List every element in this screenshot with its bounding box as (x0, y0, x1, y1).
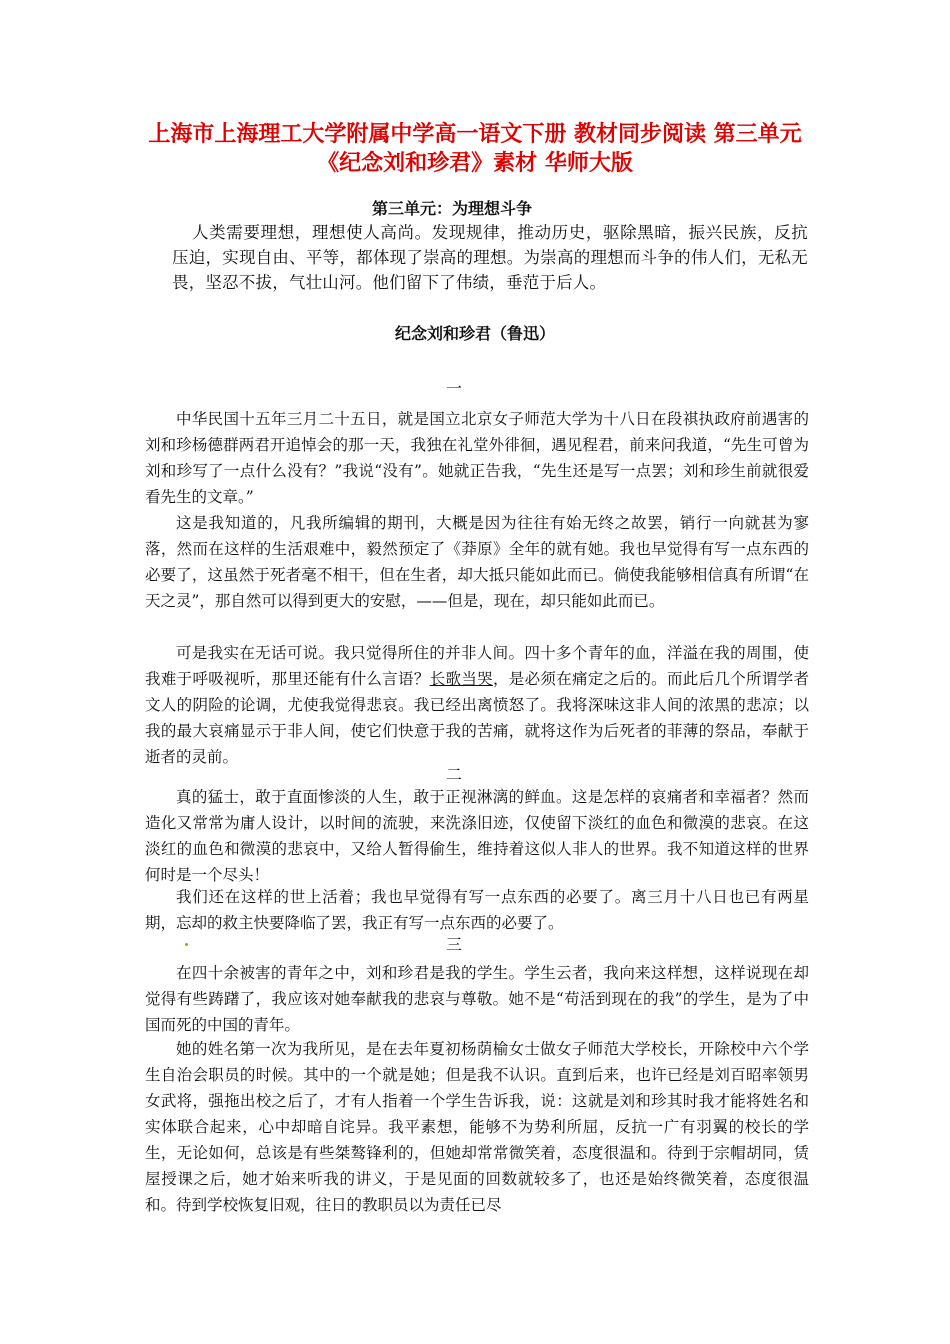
section-three-heading: 三 (445, 935, 462, 954)
paragraph-2: 这是我知道的，凡我所编辑的期刊，大概是因为往往有始无终之故罢，销行一向就甚为寥落，然而在这样的生活艰难中，毅然预定了《莽原》全年的就有她。我也早觉得有写一点东西的必要了，这虽然于死者毫不相干，但在生者，却大抵只能如此而已。倘使我能够相信真有所谓“在天之灵”，那自然可以得到更大的安慰，——但是，现在，却只能如此而已。 (145, 514, 809, 610)
essay-title: 纪念刘和珍君（鲁迅） (394, 324, 555, 343)
paragraph-3 (145, 640, 809, 770)
section-one-heading: 一 (445, 379, 462, 398)
unit-title: 第三单元：为理想斗争 (372, 199, 533, 218)
unit-intro: 人类需要理想，理想使人高尚。发现规律，推动历史，驱除黑暗，振兴民族，反抗压迫，实现自由、平等，都体现了崇高的理想。为崇高的理想而斗争的伟人们，无私无畏，坚忍不拔，气壮山河。他们留下了伟绩，垂范于后人。 (172, 223, 808, 292)
paragraph-3-part-1: 可是我实在无话可说。我只觉得所住的并非人间。四十多个青年的血，洋溢在我的周围，使我难于呼吸视听，那里还能有什么言语？ (145, 644, 809, 688)
paragraph-1: 中华民国十五年三月二十五日，就是国立北京女子师范大学为十八日在段祺执政府前遇害的刘和珍杨德群两君开追悼会的那一天，我独在礼堂外徘徊，遇见程君，前来问我道，“先生可曾为刘和珍写了一点什么没有？”我说“没有”。她就正告我，“先生还是写一点罢；刘和珍生前就很爱看先生的文章。” (145, 410, 809, 506)
section-two-heading: 二 (445, 765, 462, 784)
paragraph-5: 我们还在这样的世上活着；我也早觉得有写一点东西的必要了。离三月十八日也已有两星期，忘却的救主快要降临了罢，我正有写一点东西的必要了。 (145, 888, 809, 932)
paragraph-4: 真的猛士，敢于直面惨淡的人生，敢于正视淋漓的鲜血。这是怎样的哀痛者和幸福者？然而造化又常常为庸人设计，以时间的流驶，来洗涤旧迹，仅使留下淡红的血色和微漠的悲哀。在这淡红的血色和微漠的悲哀中，又给人暂得偷生，维持着这似人非人的世界。我不知道这样的世界何时是一个尽头！ (145, 788, 809, 884)
underlined-phrase: 长歌当哭 (429, 670, 493, 688)
paragraph-6: 在四十余被害的青年之中，刘和珍君是我的学生。学生云者，我向来这样想，这样说现在却觉得有些踌躇了，我应该对她奉献我的悲哀与尊敬。她不是“苟活到现在的我”的学生，是为了中国而死的中国的青年。 (145, 964, 809, 1034)
paragraph-3-part-2: ，是必须在痛定之后的。而此后几个所谓学者文人的阴险的论调，尤使我觉得悲哀。我已经出离愤怒了。我将深味这非人间的浓黑的悲凉；以我的最大哀痛显示于非人间，使它们快意于我的苦痛，就将这作为后死者的菲薄的祭品，奉献于逝者的灵前。 (145, 670, 809, 766)
document-title: 上海市上海理工大学附属中学高一语文下册 教材同步阅读 第三单元《纪念刘和珍君》素材 华师大版 (148, 122, 802, 176)
paragraph-7: 她的姓名第一次为我所见，是在去年夏初杨荫榆女士做女子师范大学校长，开除校中六个学生自治会职员的时候。其中的一个就是她；但是我不认识。直到后来，也许已经是刘百昭率领男女武将，强拖出校之后了，才有人指着一个学生告诉我，说：这就是刘和珍其时我才能将姓名和实体联合起来，心中却暗自诧异。我平素想，能够不为势利所屈，反抗一广有羽翼的校长的学生，无论如何，总该是有些桀骜锋利的，但她却常常微笑着，态度很温和。待到于宗帽胡同，赁屋授课之后，她才始来听我的讲义，于是见面的回数就较多了，也还是始终微笑着，态度很温和。待到学校恢复旧观，往日的教职员以为责任已尽 (145, 1040, 809, 1214)
